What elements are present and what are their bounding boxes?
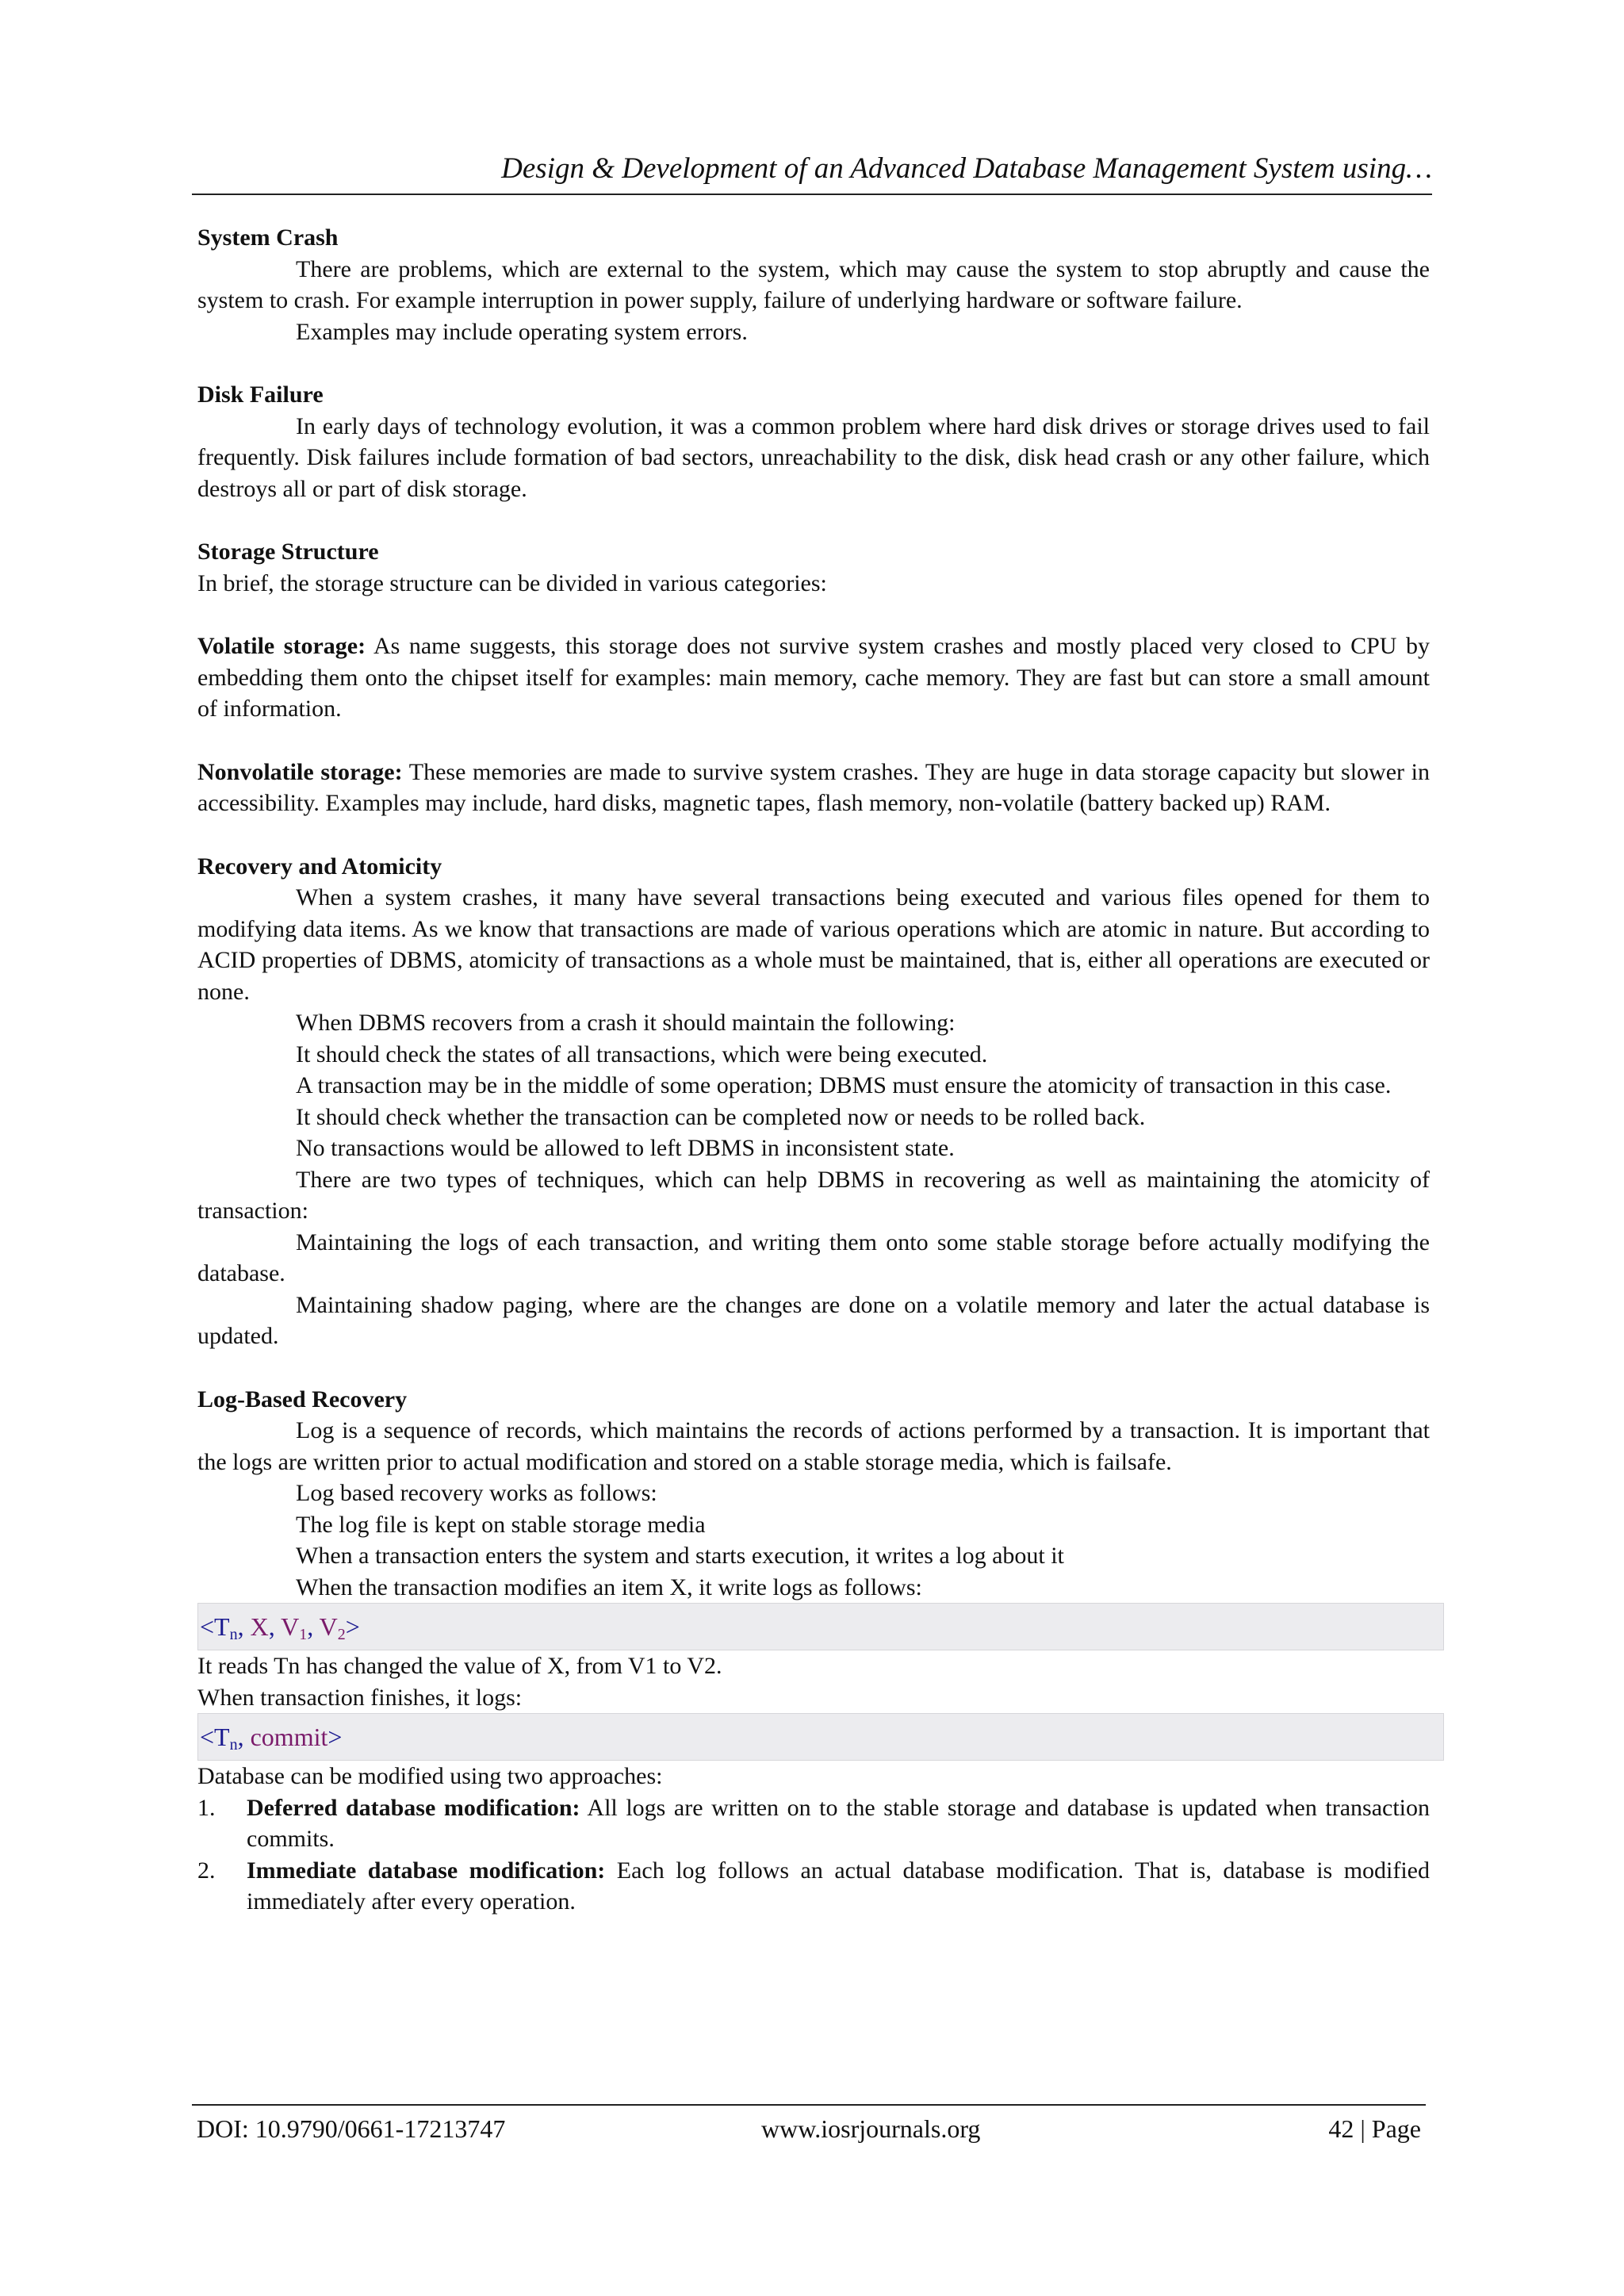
paragraph-volatile-storage	[197, 631, 1430, 725]
paragraph: When a system crashes, it many have several transactions being executed and various files opened for them to modifying data items. As we know that transactions are made of various operations which are atomic in nature. But according to ACID properties of DBMS, atomicity of transactions as a whole must be maintained, that is, either all operations are executed or none.	[197, 884, 1430, 1005]
paragraph: Database can be modified using two approaches:	[197, 1763, 663, 1789]
list-item	[197, 1855, 1430, 1918]
footer-website: www.iosrjournals.org	[761, 2114, 981, 2143]
code-block-log-record	[197, 1603, 1444, 1650]
paragraph: When transaction finishes, it logs:	[197, 1684, 523, 1711]
paragraph: Log based recovery works as follows:	[296, 1480, 657, 1506]
term-label: Immediate database modification:	[247, 1857, 606, 1884]
paragraph: When the transaction modifies an item X, it write logs as follows:	[296, 1573, 922, 1600]
paragraph: It reads Tn has changed the value of X, from V1 to V2.	[197, 1653, 722, 1679]
paragraph: Log is a sequence of records, which maintains the records of actions performed by a transaction. It is important that the logs are written prior to actual modification and stored on a stable storage media, which is failsafe.	[197, 1417, 1430, 1475]
term-text: As name suggests, this storage does not survive system crashes and mostly placed very closed to CPU by embedding them onto the chipset itself for examples: main memory, cache memory. They are fast but can store a small amount of information.	[197, 633, 1430, 722]
term-label: Nonvolatile storage:	[197, 758, 403, 785]
paragraph: Maintaining shadow paging, where are the changes are done on a volatile memory and later the actual database is updated.	[197, 1291, 1430, 1349]
approaches-list	[197, 1792, 1430, 1918]
paragraph: In brief, the storage structure can be divided in various categories:	[197, 569, 827, 596]
paragraph-nonvolatile-storage	[197, 757, 1430, 819]
list-item	[197, 1792, 1430, 1855]
code-block-commit	[197, 1713, 1444, 1761]
code-token: ,	[307, 1612, 320, 1641]
code-token: ,	[268, 1612, 282, 1641]
code-token: <T	[200, 1612, 230, 1641]
code-token: X	[250, 1612, 269, 1641]
paragraph: It should check the states of all transactions, which were being executed.	[296, 1041, 988, 1068]
code-token: V	[281, 1612, 300, 1641]
heading-recovery-atomicity: Recovery and Atomicity	[197, 853, 442, 880]
term-text: Each log follows an actual database modification. That is, database is modified immediately after every operation.	[247, 1857, 1430, 1915]
code-token: >	[327, 1723, 343, 1751]
paragraph: A transaction may be in the middle of some operation; DBMS must ensure the atomicity of transaction in this case.	[296, 1072, 1392, 1098]
term-label: Volatile storage:	[197, 633, 366, 659]
paragraph: It should check whether the transaction can be completed now or needs to be rolled back.	[296, 1103, 1146, 1130]
paragraph: There are two types of techniques, which can help DBMS in recovering as well as maintaining the atomicity of transaction:	[197, 1166, 1430, 1224]
code-token: commit	[250, 1723, 328, 1751]
term-text: All logs are written on to the stable storage and database is updated when transaction commits.	[247, 1794, 1431, 1852]
code-token: <T	[200, 1723, 230, 1751]
code-token: ,	[237, 1612, 251, 1641]
code-subscript: n	[229, 1736, 238, 1754]
list-number: 2.	[197, 1857, 216, 1884]
paragraph: Maintaining the logs of each transaction, and writing them onto some stable storage before actually modifying the database.	[197, 1228, 1430, 1286]
page-body	[197, 222, 1430, 1918]
heading-system-crash: System Crash	[197, 224, 339, 251]
paragraph: There are problems, which are external to the system, which may cause the system to stop abruptly and cause the system to crash. For example interruption in power supply, failure of underlying hardware or software failure.	[197, 255, 1430, 313]
paragraph: In early days of technology evolution, it was a common problem where hard disk drives or storage drives used to fail frequently. Disk failures include formation of bad sectors, unreachability to the disk, disk head crash or any other failure, which destroys all or part of disk storage.	[197, 412, 1430, 502]
footer-page-number: 42 | Page	[1328, 2114, 1421, 2143]
footer-doi: DOI: 10.9790/0661-17213747	[197, 2114, 506, 2143]
page-footer	[192, 2104, 1426, 2143]
paragraph: When DBMS recovers from a crash it should maintain the following:	[296, 1010, 956, 1036]
running-header: Design & Development of an Advanced Database Management System using…	[192, 151, 1432, 195]
code-token: ,	[237, 1723, 251, 1751]
paragraph: The log file is kept on stable storage media	[296, 1511, 706, 1538]
code-token: V	[319, 1612, 338, 1641]
code-subscript: n	[229, 1626, 238, 1643]
paragraph: Examples may include operating system errors.	[296, 318, 748, 345]
list-number: 1.	[197, 1794, 216, 1821]
code-token: >	[345, 1612, 360, 1641]
heading-disk-failure: Disk Failure	[197, 381, 324, 408]
paragraph: No transactions would be allowed to left DBMS in inconsistent state.	[296, 1135, 955, 1161]
term-label: Deferred database modification:	[247, 1794, 580, 1821]
term-text: These memories are made to survive system crashes. They are huge in data storage capacity but slower in accessibility. Examples may include, hard disks, magnetic tapes, flash memory, non-volatile (battery backed up) RAM.	[197, 758, 1431, 816]
code-subscript: 1	[299, 1626, 308, 1643]
heading-log-based-recovery: Log-Based Recovery	[197, 1386, 408, 1412]
heading-storage-structure: Storage Structure	[197, 539, 379, 565]
paragraph: When a transaction enters the system and starts execution, it writes a log about it	[296, 1543, 1064, 1569]
code-subscript: 2	[337, 1626, 346, 1643]
